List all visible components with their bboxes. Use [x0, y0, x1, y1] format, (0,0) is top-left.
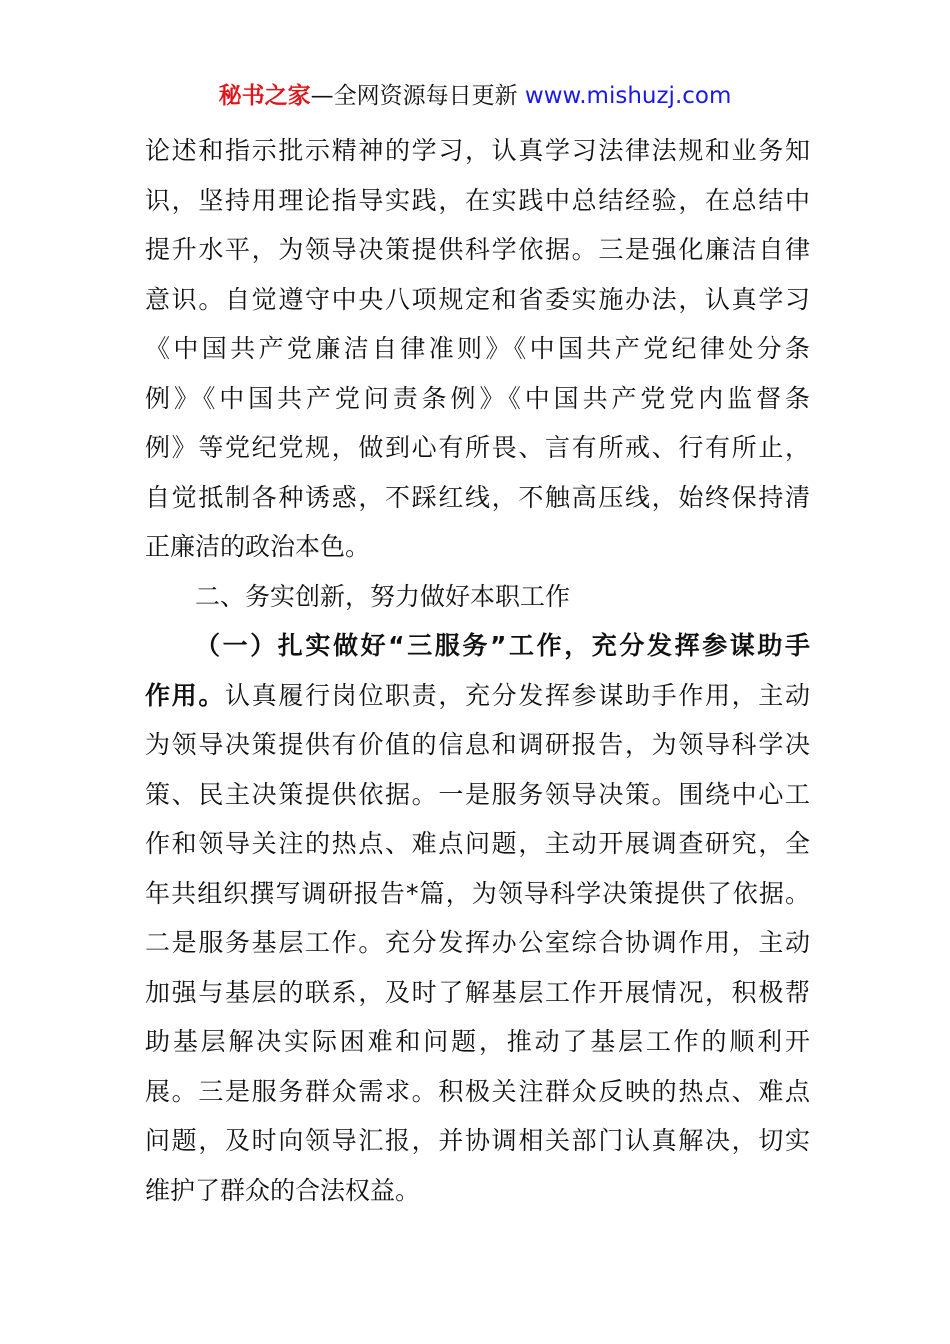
text-line	[145, 671, 810, 721]
subsection-heading: （一）扎实做好“三服务”工作，充分发挥参谋助手	[195, 631, 810, 660]
text-line: 展。三是服务群众需求。积极关注群众反映的热点、难点	[145, 1076, 810, 1106]
page-header	[0, 80, 950, 112]
header-tagline: —全网资源每日更新	[310, 83, 525, 109]
text-line: 例》《中国共产党问责条例》《中国共产党党内监督条	[145, 383, 810, 413]
text-line: 例》等党纪党规，做到心有所畏、言有所戒、行有所止，	[145, 433, 810, 462]
text-line: 正廉洁的政治本色。	[145, 532, 371, 561]
text-line: 年共组织撰写调研报告*篇，为领导科学决策提供了依据。	[145, 878, 810, 908]
text-line: 识，坚持用理论指导实践，在实践中总结经验，在总结中	[145, 185, 810, 215]
subsection-heading-end: 作用。	[145, 680, 225, 710]
text-line: 二是服务基层工作。充分发挥办公室综合协调作用，主动	[145, 928, 810, 957]
text-line: 问题，及时向领导汇报，并协调相关部门认真解决，切实	[145, 1126, 810, 1155]
text-line: 自觉抵制各种诱惑，不踩红线，不触高压线，始终保持清	[145, 482, 810, 512]
text-line: 加强与基层的联系，及时了解基层工作开展情况，积极帮	[145, 977, 810, 1007]
text-line: 助基层解决实际困难和问题，推动了基层工作的顺利开	[145, 1027, 810, 1056]
text-line: 作和领导关注的热点、难点问题，主动开展调查研究，全	[145, 829, 810, 858]
text-line: 维护了群众的合法权益。	[145, 1175, 421, 1205]
text-line: 《中国共产党廉洁自律准则》《中国共产党纪律处分条	[145, 334, 810, 363]
header-url[interactable]: www.mishuzj.com	[524, 83, 732, 109]
text-line: 论述和指示批示精神的学习，认真学习法律法规和业务知	[145, 136, 810, 165]
text-line-rest: 认真履行岗位职责，充分发挥参谋助手作用，主动	[225, 680, 810, 710]
document-body	[145, 126, 810, 1215]
text-line: 策、民主决策提供依据。一是服务领导决策。围绕中心工	[145, 779, 810, 809]
text-line: 为领导决策提供有价值的信息和调研报告，为领导科学决	[145, 730, 810, 759]
section-heading: 二、务实创新，努力做好本职工作	[195, 581, 571, 611]
brand-name: 秘书之家	[218, 83, 311, 109]
text-line: 意识。自觉遵守中央八项规定和省委实施办法，认真学习	[145, 284, 810, 314]
text-line: 提升水平，为领导决策提供科学依据。三是强化廉洁自律	[145, 235, 810, 264]
